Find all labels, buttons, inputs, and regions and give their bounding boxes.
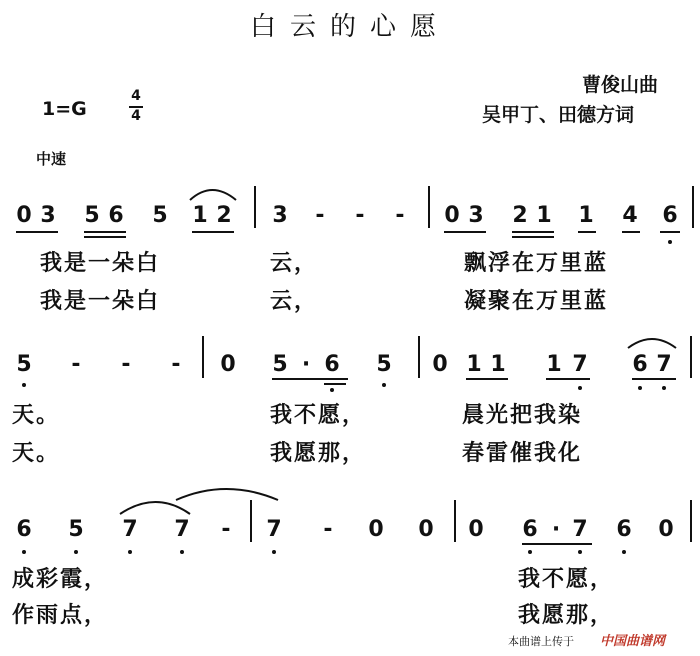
site-logo[interactable]: 中国曲谱网: [600, 634, 666, 649]
dash: -: [71, 352, 81, 377]
song-title: 白云的心愿: [249, 12, 450, 42]
note: 6: [522, 517, 538, 542]
lyric-verse2: 我愿那，: [270, 441, 367, 466]
slur: [190, 190, 236, 200]
lyricist-credit: 吴甲丁、田德方词: [482, 104, 635, 126]
time-denominator: 4: [131, 108, 141, 124]
slur: [628, 339, 676, 348]
note: 6: [16, 517, 32, 542]
note: 1: [466, 352, 482, 377]
note: 1: [546, 352, 562, 377]
tie: [176, 489, 278, 500]
lyric-verse1: 晨光把我染: [462, 403, 583, 428]
note: 0: [432, 352, 448, 377]
lyric-verse2: 云，: [270, 289, 319, 314]
dash: -: [221, 517, 231, 542]
note: 0: [220, 352, 236, 377]
dash: -: [121, 352, 131, 377]
lyric-verse2: 我是一朵白: [40, 289, 161, 314]
note: 2: [512, 203, 528, 228]
lyric-verse1: 飘浮在万里蓝: [464, 251, 609, 276]
upload-note: 本曲谱上传于: [508, 635, 574, 648]
note: 7: [174, 517, 190, 542]
note: 2: [216, 203, 232, 228]
lyric-verse2: 作雨点，: [12, 603, 109, 628]
note: 7: [122, 517, 138, 542]
note: 3: [468, 203, 484, 228]
dash: -: [395, 203, 405, 228]
note: 3: [40, 203, 56, 228]
lyric-verse2: 我愿那，: [518, 603, 615, 628]
note: 0: [444, 203, 460, 228]
key-signature: 1=G: [42, 98, 87, 120]
lyric-verse1: 我是一朵白: [40, 251, 161, 276]
note: 0: [658, 517, 674, 542]
note: 7: [572, 352, 588, 377]
dash: -: [355, 203, 365, 228]
dash: -: [171, 352, 181, 377]
note: 1: [578, 203, 594, 228]
note: 0: [468, 517, 484, 542]
note: 5: [152, 203, 168, 228]
note: 6: [662, 203, 678, 228]
note: 0: [16, 203, 32, 228]
dot-mark: ·: [551, 517, 561, 542]
dash: -: [315, 203, 325, 228]
lyric-verse2: 凝聚在万里蓝: [464, 289, 609, 314]
note: 7: [266, 517, 282, 542]
lyric-verse1: 我不愿，: [518, 567, 615, 592]
tempo-marking: 中速: [36, 150, 67, 168]
note: 6: [632, 352, 648, 377]
lyric-verse1: 天。: [12, 403, 61, 428]
note: 5: [84, 203, 100, 228]
note: 0: [368, 517, 384, 542]
note: 1: [490, 352, 506, 377]
note: 1: [536, 203, 552, 228]
note: 4: [622, 203, 638, 228]
note: 7: [572, 517, 588, 542]
lyric-verse2: 天。: [12, 441, 61, 466]
time-numerator: 4: [131, 88, 141, 104]
lyric-verse1: 我不愿，: [270, 403, 367, 428]
note: 6: [616, 517, 632, 542]
note: 0: [418, 517, 434, 542]
note: 1: [192, 203, 208, 228]
note: 6: [324, 352, 340, 377]
lyric-verse1: 云，: [270, 251, 319, 276]
note: 5: [376, 352, 392, 377]
lyric-verse2: 春雷催我化: [462, 441, 583, 466]
note: 6: [108, 203, 124, 228]
note: 5: [272, 352, 288, 377]
dot-mark: ·: [301, 352, 311, 377]
lyric-verse1: 成彩霞，: [12, 567, 109, 592]
note: 5: [16, 352, 32, 377]
note: 7: [656, 352, 672, 377]
slur: [120, 502, 190, 514]
note: 5: [68, 517, 84, 542]
dash: -: [323, 517, 333, 542]
composer-credit: 曹俊山曲: [582, 74, 659, 96]
note: 3: [272, 203, 288, 228]
